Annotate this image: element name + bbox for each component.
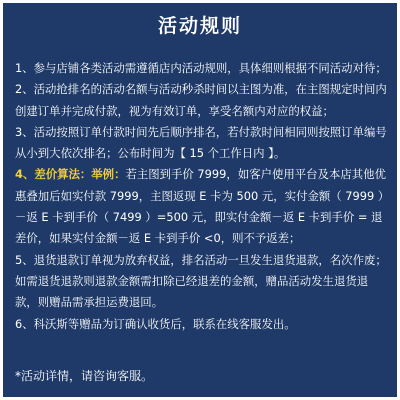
rule-item-4-text: 若主图到手价 7999，如客户使用平台及本店其他优惠叠加后如实付款 7999，主图返现 E 卡为 500 元，实付金额（ 7999 ）－返 E 卡到手价（ 7499 ）=500 元，即实付金额－返 E 卡到手价 = 退差价，如果实付金额－返 E 卡到手价 <0，则不予返差； bbox=[15, 167, 386, 246]
rule-item-5: 5、退货退款订单视为放弃权益，排名活动一旦发生退货退款，名次作废；如需退货退款则退款金额需扣除已经退差的金额，赠品活动发生退货退款，则赠品需承担运费退回。 bbox=[15, 252, 387, 310]
rules-list bbox=[15, 58, 387, 335]
price-difference-heading: 差价算法：举例： bbox=[34, 167, 126, 182]
rule-item-4-prefix: 4、 bbox=[15, 167, 35, 182]
rule-item-3: 3、活动按照订单付款时间先后顺序排名，若付款时间相同则按照订单编号从小到大依次排名；公布时间为【 15 个工作日内 】。 bbox=[15, 124, 387, 161]
page-title: 活动规则 bbox=[157, 15, 242, 37]
rule-item-1: 1、参与店铺各类活动需遵循店内活动规则，具体细则根据不同活动对待； bbox=[15, 61, 387, 75]
footer-note: *活动详情，请咨询客服。 bbox=[15, 369, 154, 383]
rule-item-4 bbox=[15, 164, 387, 249]
rule-item-6: 6、科沃斯等赠品为订确认收货后，联系在线客服发出。 bbox=[15, 316, 296, 331]
rule-item-2: 2、活动抢排名的活动名额与活动秒杀时间以主图为准，在主图规定时间内创建订单并完成付款，视为有效订单，享受名额内对应的权益； bbox=[15, 82, 387, 118]
